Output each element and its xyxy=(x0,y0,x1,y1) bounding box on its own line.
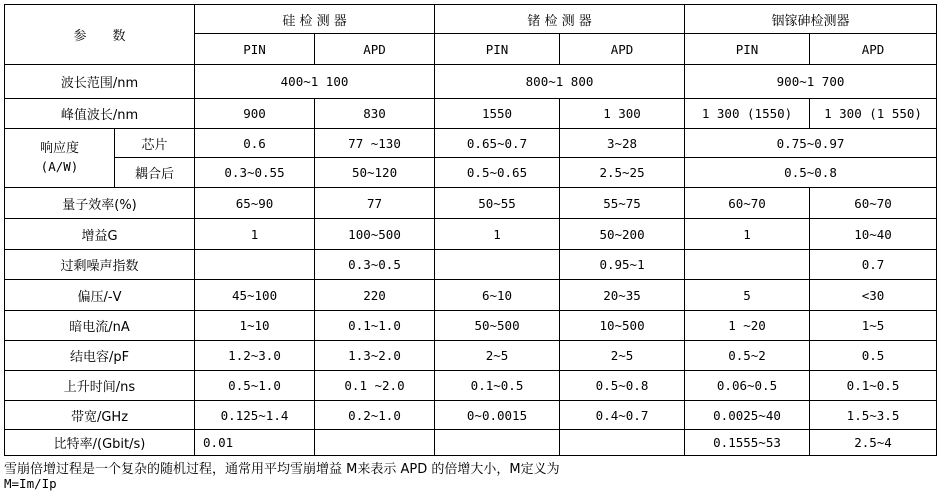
table-cell: 1 300 (1550) xyxy=(685,99,810,129)
table-cell: 5 xyxy=(685,280,810,311)
si-apd-header: APD xyxy=(315,34,435,65)
table-cell: 50~500 xyxy=(435,311,560,341)
table-cell: 1 xyxy=(685,219,810,250)
row-label: 暗电流/nA xyxy=(5,311,195,341)
table-cell: 0.1555~53 xyxy=(685,430,810,456)
table-cell: 0.75~0.97 xyxy=(685,129,937,158)
table-cell: 0.01 xyxy=(195,430,315,456)
table-cell xyxy=(435,430,560,456)
table-cell: 0.5~2 xyxy=(685,341,810,371)
table-cell: 10~40 xyxy=(810,219,937,250)
table-cell: 65~90 xyxy=(195,188,315,219)
table-cell: 0.6 xyxy=(195,129,315,158)
row-bitrate xyxy=(5,430,937,456)
row-wavelength-range xyxy=(5,65,937,99)
table-cell: 0.2~1.0 xyxy=(315,401,435,430)
table-cell: 400~1 100 xyxy=(195,65,435,99)
si-pin-header: PIN xyxy=(195,34,315,65)
row-capacitance xyxy=(5,341,937,371)
ingaas-apd-header: APD xyxy=(810,34,937,65)
row-label: 过剩噪声指数 xyxy=(5,250,195,280)
table-cell: 50~200 xyxy=(560,219,685,250)
row-bandwidth xyxy=(5,401,937,430)
detector-spec-table xyxy=(4,4,937,456)
table-cell: 1~10 xyxy=(195,311,315,341)
table-cell: 45~100 xyxy=(195,280,315,311)
row-label: 带宽/GHz xyxy=(5,401,195,430)
table-cell: 900~1 700 xyxy=(685,65,937,99)
row-bias xyxy=(5,280,937,311)
row-label: 量子效率(%) xyxy=(5,188,195,219)
table-cell: 0.4~0.7 xyxy=(560,401,685,430)
row-label: 上升时间/ns xyxy=(5,371,195,401)
responsivity-label-line2: (A/W) xyxy=(40,159,79,174)
table-cell: 1.5~3.5 xyxy=(810,401,937,430)
table-cell: 0.7 xyxy=(810,250,937,280)
row-label: 比特率/(Gbit/s) xyxy=(5,430,195,456)
row-dark-current xyxy=(5,311,937,341)
table-cell: 1550 xyxy=(435,99,560,129)
table-cell: 2~5 xyxy=(560,341,685,371)
table-cell: 0.0025~40 xyxy=(685,401,810,430)
table-cell: 220 xyxy=(315,280,435,311)
table-cell: 77 xyxy=(315,188,435,219)
row-peak-wavelength xyxy=(5,99,937,129)
table-cell: 0.5 xyxy=(810,341,937,371)
table-cell xyxy=(560,430,685,456)
table-cell: 1~5 xyxy=(810,311,937,341)
table-cell: <30 xyxy=(810,280,937,311)
table-cell: 0.125~1.4 xyxy=(195,401,315,430)
ingaas-pin-header: PIN xyxy=(685,34,810,65)
table-cell xyxy=(435,250,560,280)
table-cell: 1 ~20 xyxy=(685,311,810,341)
table-cell: 60~70 xyxy=(810,188,937,219)
row-sublabel: 耦合后 xyxy=(115,158,195,188)
table-cell: 1.3~2.0 xyxy=(315,341,435,371)
table-cell: 830 xyxy=(315,99,435,129)
table-cell: 55~75 xyxy=(560,188,685,219)
table-cell: 0.95~1 xyxy=(560,250,685,280)
table-cell: 1 300 (1 550) xyxy=(810,99,937,129)
row-sublabel: 芯片 xyxy=(115,129,195,158)
row-label: 结电容/pF xyxy=(5,341,195,371)
table-cell: 0.3~0.55 xyxy=(195,158,315,188)
table-cell: 1 xyxy=(435,219,560,250)
row-label: 波长范围/nm xyxy=(5,65,195,99)
table-cell: 60~70 xyxy=(685,188,810,219)
ge-pin-header: PIN xyxy=(435,34,560,65)
table-cell: 1 xyxy=(195,219,315,250)
row-responsivity-chip xyxy=(5,129,937,158)
table-cell: 0.65~0.7 xyxy=(435,129,560,158)
param-header: 参 数 xyxy=(5,5,195,65)
responsivity-label xyxy=(5,129,115,188)
table-cell xyxy=(195,250,315,280)
table-cell: 20~35 xyxy=(560,280,685,311)
ingaas-detector-header: 铟镓砷检测器 xyxy=(685,5,937,34)
row-excess-noise xyxy=(5,250,937,280)
table-cell: 0.3~0.5 xyxy=(315,250,435,280)
table-cell: 0.1~0.5 xyxy=(810,371,937,401)
row-gain xyxy=(5,219,937,250)
table-cell: 6~10 xyxy=(435,280,560,311)
table-cell: 0~0.0015 xyxy=(435,401,560,430)
table-cell: 0.1~1.0 xyxy=(315,311,435,341)
table-cell: 50~120 xyxy=(315,158,435,188)
table-cell: 0.5~0.8 xyxy=(560,371,685,401)
table-cell: 1 300 xyxy=(560,99,685,129)
table-cell: 2.5~25 xyxy=(560,158,685,188)
table-cell: 10~500 xyxy=(560,311,685,341)
silicon-detector-header: 硅 检 测 器 xyxy=(195,5,435,34)
table-cell xyxy=(315,430,435,456)
table-cell: 0.1~0.5 xyxy=(435,371,560,401)
table-cell: 100~500 xyxy=(315,219,435,250)
table-cell xyxy=(685,250,810,280)
table-cell: 900 xyxy=(195,99,315,129)
table-cell: 3~28 xyxy=(560,129,685,158)
germanium-detector-header: 锗 检 测 器 xyxy=(435,5,685,34)
footnote-text: 雪崩倍增过程是一个复杂的随机过程，通常用平均雪崩增益 M来表示 APD 的倍增大小，M定义为 xyxy=(4,462,560,477)
table-cell: 2.5~4 xyxy=(810,430,937,456)
responsivity-label-line1: 响应度 xyxy=(39,141,79,156)
table-cell: 50~55 xyxy=(435,188,560,219)
table-cell: 0.5~0.8 xyxy=(685,158,937,188)
row-label: 增益G xyxy=(5,219,195,250)
table-cell: 1.2~3.0 xyxy=(195,341,315,371)
row-label: 峰值波长/nm xyxy=(5,99,195,129)
ge-apd-header: APD xyxy=(560,34,685,65)
table-cell: 2~5 xyxy=(435,341,560,371)
row-quantum-efficiency xyxy=(5,188,937,219)
table-cell: 0.06~0.5 xyxy=(685,371,810,401)
table-cell: 0.5~0.65 xyxy=(435,158,560,188)
table-cell: 77 ~130 xyxy=(315,129,435,158)
row-label: 偏压/-V xyxy=(5,280,195,311)
table-cell: 0.5~1.0 xyxy=(195,371,315,401)
footnote-formula: M=Im/Ip xyxy=(4,476,57,491)
table-cell: 800~1 800 xyxy=(435,65,685,99)
row-responsivity-coupled xyxy=(5,158,937,188)
header-row-groups xyxy=(5,5,937,34)
table-cell: 0.1 ~2.0 xyxy=(315,371,435,401)
row-rise-time xyxy=(5,371,937,401)
